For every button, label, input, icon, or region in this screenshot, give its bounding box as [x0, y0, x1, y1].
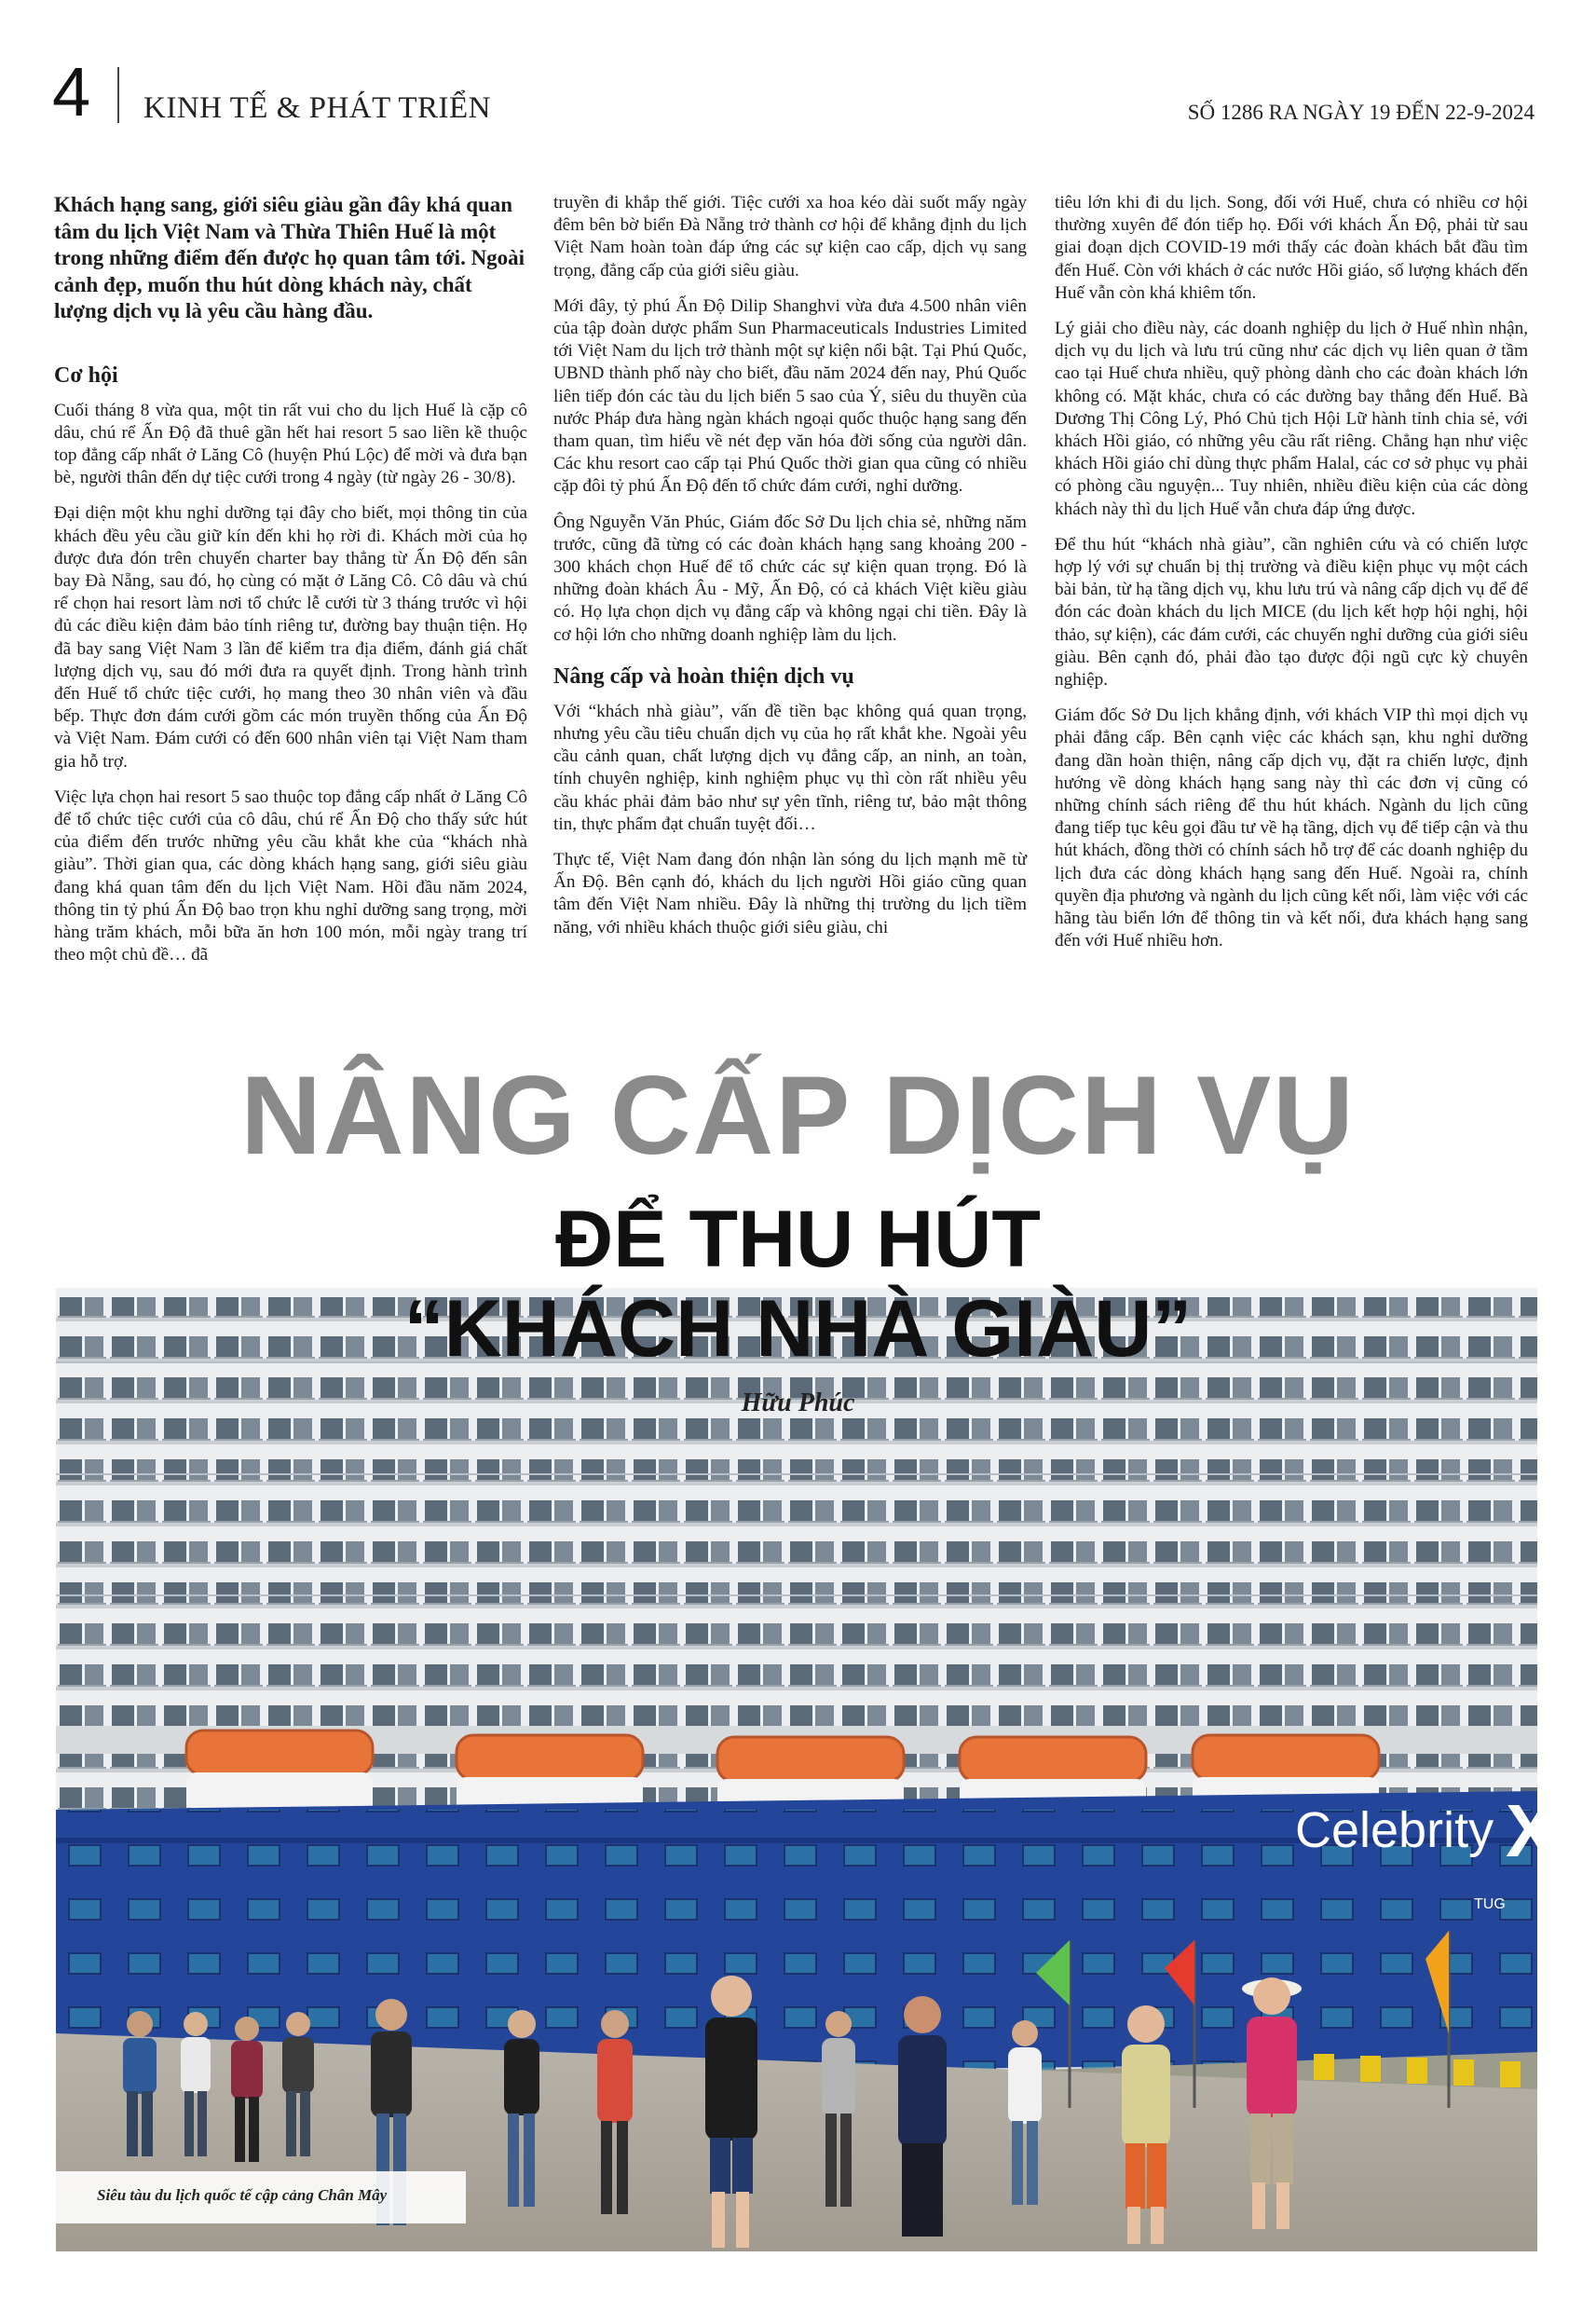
article-lead: Khách hạng sang, giới siêu giàu gần đây khá quan tâm du lịch Việt Nam và Thừa Thiên Huế là một trong những điểm đến được họ quan tâm tới. Ngoài cảnh đẹp, muốn thu hút dòng khách này, chất lượng dịch vụ là yêu cầu hàng đầu.	[54, 193, 525, 322]
paragraph: Với “khách nhà giàu”, vấn đề tiền bạc không quá quan trọng, nhưng yêu cầu tiêu chuẩn dịch vụ của họ rất khắt khe. Ngoài yêu cầu cảnh quan, chất lượng dịch vụ đẳng cấp, an ninh, an toàn, tính chuyên nghiệp, kinh nghiệm phục vụ thì còn rất nhiều yêu cầu khác phải đảm bảo như sự yên tĩnh, riêng tư, bảo mật thông tin, thực phẩm đạt chuẩn tuyệt đối…	[553, 701, 1027, 834]
ship-brand-text: Celebrity	[1295, 1802, 1494, 1858]
paragraph: Thực tế, Việt Nam đang đón nhận làn sóng du lịch mạnh mẽ từ Ấn Độ. Bên cạnh đó, khách du lịch người Hồi giáo cũng quan tâm đến Việt Nam nhiều. Đây là những thị trường du lịch tiềm năng, với nhiều khách thuộc giới siêu giàu, chi	[553, 850, 1027, 937]
paragraph: tiêu lớn khi đi du lịch. Song, đối với Huế, chưa có nhiều cơ hội thường xuyên để đón tiếp họ. Đối với khách Ấn Độ, phải từ sau giai đoạn dịch COVID-19 mới thấy các đoàn khách bắt đầu tìm đến Huế. Còn với khách ở các nước Hồi giáo, số lượng khách đến Huế vẫn còn khá khiêm tốn.	[1055, 193, 1528, 303]
paragraph: Việc lựa chọn hai resort 5 sao thuộc top đẳng cấp nhất ở Lăng Cô để tổ chức tiệc cưới của cô dâu, chú rể Ấn Độ cho thấy sức hút của điểm đến trước những yêu cầu khắt khe của “khách nhà giàu”. Thời gian qua, các dòng khách hạng sang, giới siêu giàu đang khá quan tâm đến du lịch Việt Nam. Hồi đầu năm 2024, thông tin tỷ phú Ấn Độ bao trọn khu nghỉ dưỡng sang trọng, mời hàng trăm khách, mỗi bữa ăn hơn 100 món, mỗi ngày trang trí theo một chủ đề… đã	[54, 787, 527, 965]
page-header	[0, 0, 1596, 140]
page-number: 4	[52, 53, 91, 130]
section-name: KINH TẾ & PHÁT TRIỂN	[143, 91, 491, 125]
column-1	[54, 192, 527, 979]
headline-line-3: “KHÁCH NHÀ GIÀU”	[403, 1284, 1193, 1374]
author-byline: Hữu Phúc	[741, 1389, 855, 1417]
paragraph: Lý giải cho điều này, các doanh nghiệp du lịch ở Huế nhìn nhận, dịch vụ du lịch và lưu trú cũng như các dịch vụ liên quan ở tầm cao tại Huế chưa nhiều, quỹ phòng dành cho các đoàn khách lớn không có. Mặt khác, chưa có các đường bay thẳng đến Huế. Bà Dương Thị Công Lý, Phó Chủ tịch Hội Lữ hành tỉnh chia sẻ, với khách Hồi giáo, có những yêu cầu rất riêng. Chẳng hạn như việc khách Hồi giáo chỉ dùng thực phẩm Halal, các cơ sở phục vụ phải có phòng cầu nguyện... Tuy nhiên, nhiều điều kiện của các dòng khách này thì du lịch Huế vẫn chưa đáp ứng được.	[1055, 319, 1528, 519]
paragraph: Để thu hút “khách nhà giàu”, cần nghiên cứu và có chiến lược hợp lý với sự chuẩn bị thị trường và điều kiện phục vụ một cách bài bản, từ hạ tầng dịch vụ, khu lưu trú và nâng cấp dịch vụ để để đón các đoàn khách du lịch MICE (du lịch kết hợp hội nghị, hội thảo, sự kiện), các đám cưới, các chuyến nghỉ dưỡng của giới siêu giàu. Bên cạnh đó, phải đào tạo được đội ngũ cực kỳ chuyên nghiệp.	[1055, 534, 1528, 691]
photo-caption-box	[56, 2171, 466, 2223]
column-3	[1055, 192, 1528, 966]
subheading-upgrade: Nâng cấp và hoàn thiện dịch vụ	[553, 664, 854, 689]
headline-line-2: ĐỂ THU HÚT	[555, 1195, 1041, 1284]
ship-x-mark: X	[1506, 1789, 1556, 1872]
article-body	[54, 192, 1535, 1031]
paragraph: Giám đốc Sở Du lịch khẳng định, với khách VIP thì mọi dịch vụ phải đẳng cấp. Bên cạnh việc các khách sạn, khu nghỉ dưỡng đang dần hoàn thiện, nâng cấp dịch vụ, đặt ra chiến lược, định hướng về dòng khách hạng sang này thì các đơn vị cũng có những chính sách riêng để thu hút khách. Ngành du lịch cũng đang tiếp tục kêu gọi đầu tư về hạ tầng, dịch vụ để tiếp cận và thu hút khách, đồng thời có chính sách hỗ trợ để các doanh nghiệp du lịch đưa các dòng khách hạng sang đến Huế. Ngoài ra, chính quyền địa phương và ngành du lịch cũng kết nối, làm việc với các hãng tàu biển lớn để thông tin và kết nối, đưa khách hạng sang đến với Huế nhiều hơn.	[1055, 705, 1528, 951]
paragraph: Ông Nguyễn Văn Phúc, Giám đốc Sở Du lịch chia sẻ, những năm trước, cũng đã từng có các đoàn khách hạng sang khoảng 200 - 300 khách chọn Huế để tổ chức các sự kiện quan trọng. Đó là những đoàn khách Âu - Mỹ, Ấn Độ, có cả khách Việt kiều giàu có. Họ lựa chọn dịch vụ đẳng cấp và không ngại chi tiền. Đây là cơ hội lớn cho những doanh nghiệp làm du lịch.	[553, 512, 1027, 645]
issue-info: SỐ 1286 RA NGÀY 19 ĐẾN 22-9-2024	[1187, 101, 1535, 124]
subheading-opportunity: Cơ hội	[54, 363, 118, 388]
paragraph: Mới đây, tỷ phú Ấn Độ Dilip Shanghvi vừa đưa 4.500 nhân viên của tập đoàn dược phẩm Sun Pharmaceuticals Industries Limited tới Việt Nam du lịch trở thành một sự kiện nổi bật. Tại Phú Quốc, UBND thành phố này cho biết, đầu năm 2024 đến nay, Phú Quốc liên tiếp đón các tàu du lịch biển 5 sao của Ý, siêu du thuyền của nước Pháp đưa hàng ngàn khách ngoại quốc thuộc hạng sang đến tham quan, tìm hiểu về nét đẹp văn hóa đời sống của người dân. Các khu resort cao cấp tại Phú Quốc thời gian qua cũng có nhiều cặp đôi tỷ phú Ấn Độ đến tổ chức đám cưới, nghỉ dưỡng.	[553, 295, 1027, 497]
paragraph: Đại diện một khu nghỉ dưỡng tại đây cho biết, mọi thông tin của khách đều yêu cầu giữ kín đến khi họ rời đi. Khách mời của họ được đưa đón trên chuyến charter bay thẳng từ Ấn Độ đến sân bay Đà Nẵng, sau đó, họ cùng có mặt ở Lăng Cô. Cô dâu và chú rể chọn hai resort làm nơi tổ chức lễ cưới từ 3 tháng trước vì hội đủ các điều kiện đảm bảo tính riêng tư, đường bay thuận tiện. Họ đã bay sang Việt Nam 3 lần để kiểm tra địa điểm, đánh giá chất lượng dịch vụ, sau đó mới đưa ra quyết định. Trong hành trình đến Huế tổ chức tiệc cưới, họ mang theo 30 nhân viên và đầu bếp. Thực đơn đám cưới gồm các món truyền thống của Ấn Độ và Việt Nam. Đám cưới có đến 600 nhân viên tại Việt Nam tham gia hỗ trợ.	[54, 503, 527, 772]
header-divider	[117, 67, 119, 123]
photo-caption: Siêu tàu du lịch quốc tế cập cảng Chân Mây	[97, 2186, 388, 2204]
paragraph: truyền đi khắp thế giới. Tiệc cưới xa hoa kéo dài suốt mấy ngày đêm bên bờ biển Đà Nẵng trở thành cơ hội để khẳng định du lịch Việt Nam hoàn toàn đáp ứng các sự kiện cao cấp, dịch vụ sang trọng, đẳng cấp của giới siêu giàu.	[553, 193, 1027, 280]
cruise-ship-photo	[56, 1288, 1556, 2251]
column-2	[553, 192, 1027, 952]
tug-label: TUG	[1474, 1896, 1506, 1912]
headline-line-1: NÂNG CẤP DỊCH VỤ	[240, 1053, 1356, 1178]
paragraph: Cuối tháng 8 vừa qua, một tin rất vui cho du lịch Huế là cặp cô dâu, chú rể Ấn Độ đã thuê gần hết hai resort 5 sao liền kề thuộc top đẳng cấp nhất ở Lăng Cô (huyện Phú Lộc) để mời và đưa bạn bè, người thân đến dự tiệc cưới trong 4 ngày (từ ngày 26 - 30/8).	[54, 400, 527, 488]
